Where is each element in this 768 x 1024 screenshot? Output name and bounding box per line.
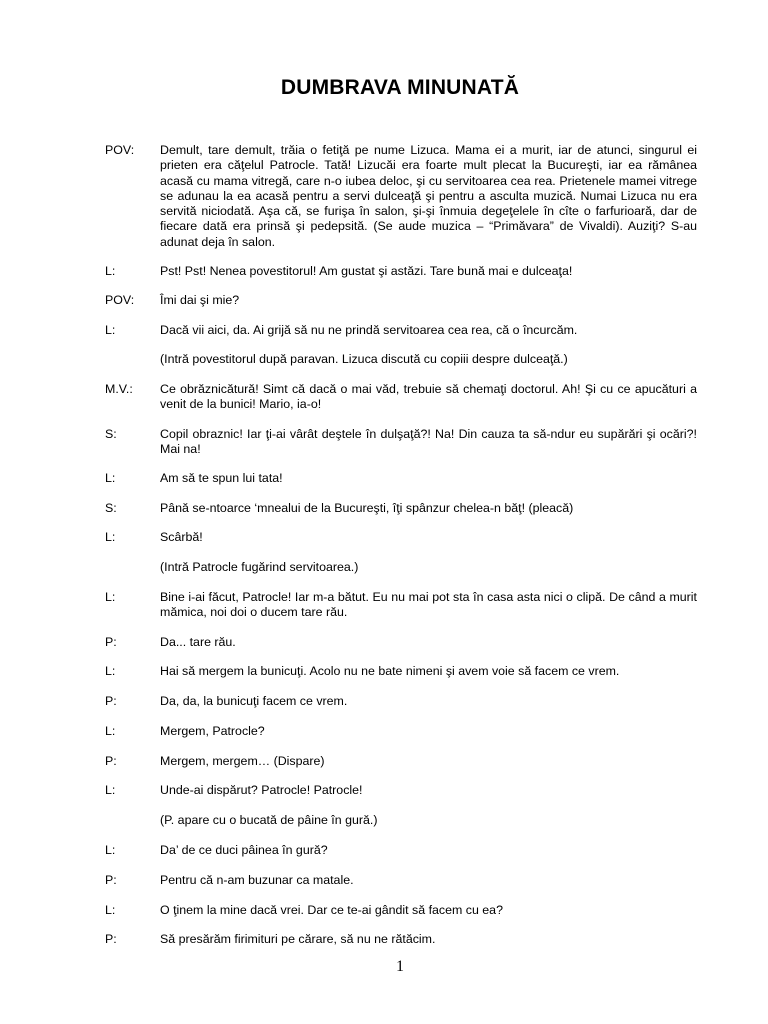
speaker-label: L:	[105, 264, 116, 278]
speaker-label: L:	[105, 843, 116, 857]
speaker-label: L:	[105, 590, 116, 604]
speaker-label: P:	[105, 932, 117, 946]
speaker-label: L:	[105, 323, 116, 337]
dialogue-text: Îmi dai şi mie?	[160, 293, 240, 307]
dialogue-text: Da’ de ce duci pâinea în gură?	[160, 843, 328, 857]
dialogue-text: Scârbă!	[160, 530, 203, 544]
speaker-label: L:	[105, 783, 116, 797]
dialogue-text: Pentru că n-am buzunar ca matale.	[160, 873, 354, 887]
dialogue-text: Până se-ntoarce ‘mnealui de la Bucureşti, îţi spânzur chelea-n băţ! (pleacă)	[160, 501, 574, 515]
speaker-label: POV:	[105, 293, 135, 307]
speaker-label: S:	[105, 427, 117, 441]
speaker-label: P:	[105, 635, 117, 649]
dialogue-text: Da... tare rău.	[160, 635, 236, 649]
stage-direction-text: (Intră povestitorul după paravan. Lizuca discută cu copiii despre dulceaţă.)	[160, 352, 568, 366]
dialogue-text: Hai să mergem la bunicuţi. Acolo nu ne bate nimeni şi avem voie să facem ce vrem.	[160, 664, 620, 678]
speaker-label: P:	[105, 873, 117, 887]
dialogue-text: Dacă vii aici, da. Ai grijă să nu ne prindă servitoarea cea rea, că o încurcăm.	[160, 323, 578, 337]
dialogue-text: Bine i-ai făcut, Patrocle! Iar m-a bătut. Eu nu mai pot sta în casa asta nici o clipă. De când a murit mămica, noi doi o ducem tare rău.	[160, 590, 697, 620]
speaker-label: POV:	[105, 143, 135, 157]
speaker-label: L:	[105, 471, 116, 485]
dialogue-text: Demult, tare demult, trăia o fetiţă pe nume Lizuca. Mama ei a murit, iar de atunci, singurul ei prieten era căţelul Patrocle. Tată! Lizucăi era foarte mult plecat la Bucureşti, iar ea rămânea acasă cu mama vitregă, care n-o iubea deloc, şi cu servitoarea cea rea. Prietenele mamei vitrege se adunau la ea acasă pentru a servi dulceaţă şi pentru a asculta muzică. Numai Lizuca nu era servită niciodată. Aşa că, se furişa în salon, şi-şi înmuia degeţelele în cîte o farfurioară, dar de fiecare dată era prinsă şi pedepsită. (Se aude muzica – “Primăvara” de Vivaldi). Auziţi? S-au adunat deja în salon.	[160, 143, 697, 249]
dialogue-text: Ce obrăznicătură! Simt că dacă o mai văd, trebuie să chemaţi doctorul. Ah! Şi cu ce apucături a venit de la bunici! Mario, ia-o!	[160, 382, 697, 412]
speaker-label: L:	[105, 664, 116, 678]
stage-direction-text: (P. apare cu o bucată de pâine în gură.)	[160, 813, 378, 827]
speaker-label: L:	[105, 530, 116, 544]
page-number: 1	[396, 958, 404, 975]
speaker-label: P:	[105, 754, 117, 768]
speaker-label: P:	[105, 694, 117, 708]
document-title: DUMBRAVA MINUNATĂ	[280, 76, 520, 99]
dialogue-text: Mergem, Patrocle?	[160, 724, 265, 738]
speaker-label: S:	[105, 501, 117, 515]
stage-direction-text: (Intră Patrocle fugărind servitoarea.)	[160, 560, 359, 574]
dialogue-text: Mergem, mergem… (Dispare)	[160, 754, 325, 768]
dialogue-text: Pst! Pst! Nenea povestitorul! Am gustat şi astăzi. Tare bună mai e dulceaţa!	[160, 264, 573, 278]
speaker-label: L:	[105, 724, 116, 738]
dialogue-text: Am să te spun lui tata!	[160, 471, 283, 485]
dialogue-text: Copil obraznic! Iar ţi-ai vârât deştele în dulşaţă?! Na! Din cauza ta să-ndur eu supărări şi ocări?! Mai na!	[160, 427, 697, 457]
dialogue-text: O ţinem la mine dacă vrei. Dar ce te-ai gândit să facem cu ea?	[160, 903, 503, 917]
speaker-label: M.V.:	[105, 382, 133, 396]
dialogue-text: Unde-ai dispărut? Patrocle! Patrocle!	[160, 783, 363, 797]
dialogue-text: Să presărăm firimituri pe cărare, să nu ne rătăcim.	[160, 932, 436, 946]
speaker-label: L:	[105, 903, 116, 917]
dialogue-text: Da, da, la bunicuţi facem ce vrem.	[160, 694, 348, 708]
